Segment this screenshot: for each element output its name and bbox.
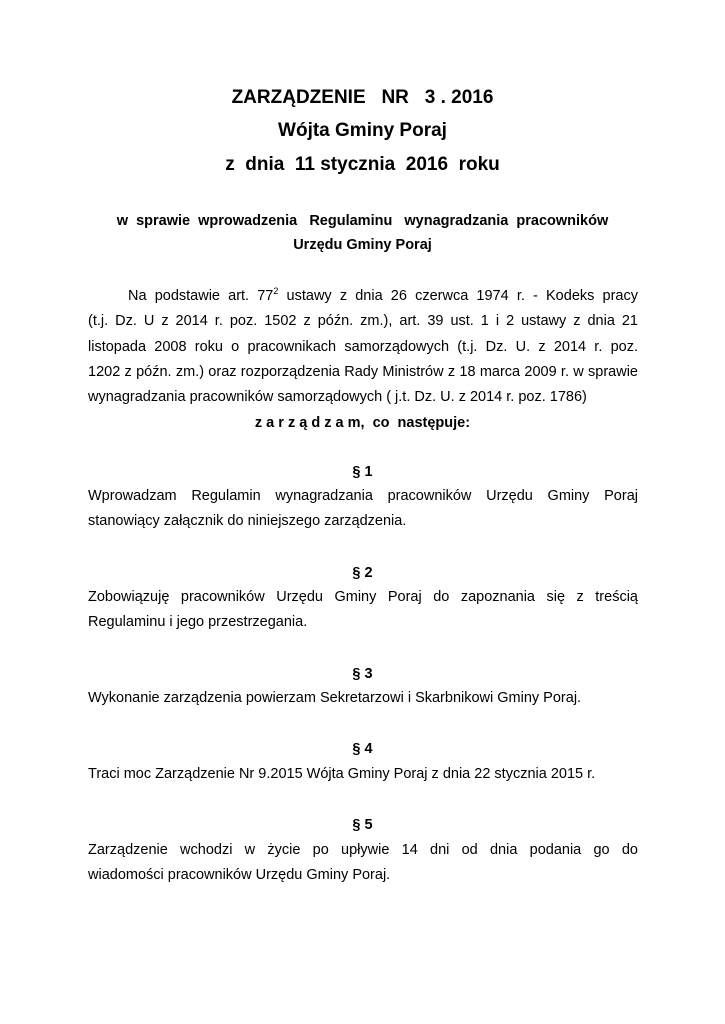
- decree-number-title: ZARZĄDZENIE NR 3 . 2016: [231, 87, 494, 108]
- section-3-text: Wykonanie zarządzenia powierzam Sekretarzowi i Skarbnikowi Gminy Poraj.: [88, 690, 582, 706]
- section-5-text: Zarządzenie wchodzi w życie po upływie 14 dni od dnia podania go do wiadomości pracowników Urzędu Gminy Poraj.: [88, 842, 638, 884]
- subject-line-2: Urzędu Gminy Poraj: [293, 237, 432, 253]
- subject-line-1: w sprawie wprowadzenia Regulaminu wynagradzania pracowników: [116, 213, 609, 229]
- decree-formula: z a r z ą d z a m, co następuje:: [254, 415, 471, 431]
- section-5-sign: § 5: [352, 817, 373, 833]
- preamble-paragraph: [88, 284, 638, 410]
- section-1-sign: § 1: [352, 464, 373, 480]
- section-1-text: Wprowadzam Regulamin wynagradzania pracowników Urzędu Gminy Poraj stanowiący załącznik do niniejszego zarządzenia.: [88, 488, 638, 530]
- issuer-title: Wójta Gminy Poraj: [278, 120, 447, 141]
- preamble-line-2: (t.j. Dz. U z 2014 r. poz. 1502 z późn. zm.), art. 39 ust. 1 i 2 ustawy z dnia 21: [88, 313, 638, 330]
- preamble-line-4: 1202 z późn. zm.) oraz rozporządzenia Rady Ministrów z 18 marca 2009 r. w sprawie: [88, 363, 638, 380]
- section-2-sign: § 2: [352, 565, 373, 581]
- preamble-line-5: wynagradzania pracowników samorządowych ( j.t. Dz. U. z 2014 r. poz. 1786): [88, 389, 587, 406]
- section-4-text: Traci moc Zarządzenie Nr 9.2015 Wójta Gminy Poraj z dnia 22 stycznia 2015 r.: [88, 766, 596, 782]
- section-4-sign: § 4: [352, 741, 373, 757]
- preamble-line-3: listopada 2008 roku o pracownikach samorządowych (t.j. Dz. U. z 2014 r. poz.: [88, 338, 638, 355]
- section-3-sign: § 3: [352, 666, 373, 682]
- section-2-text: Zobowiązuję pracowników Urzędu Gminy Poraj do zapoznania się z treścią Regulaminu i jego przestrzegania.: [88, 589, 638, 631]
- decree-date-title: z dnia 11 stycznia 2016 roku: [225, 154, 500, 175]
- preamble-line-1: Na podstawie art. $77^2$ ustawy z dnia 26 czerwca 1974 r. - Kodeks pracy: [128, 286, 638, 304]
- superscript: 2: [273, 286, 279, 296]
